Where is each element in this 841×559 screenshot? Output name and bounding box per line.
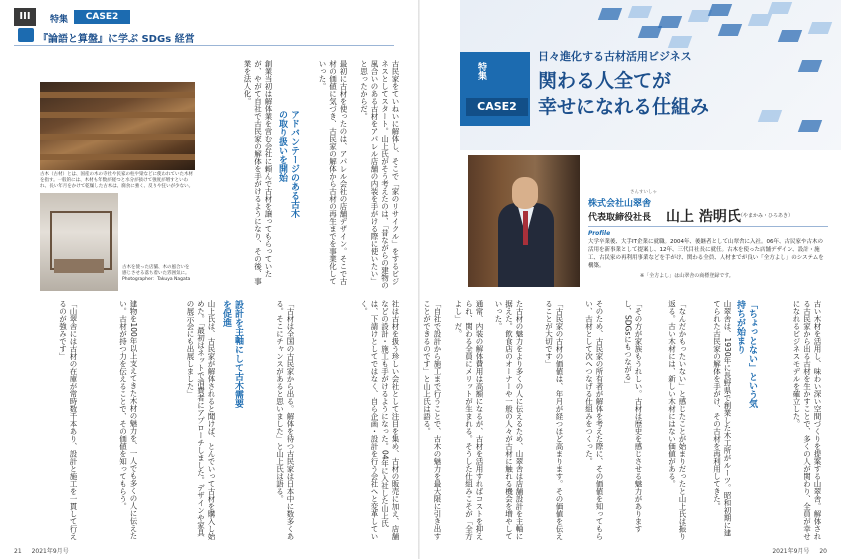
photo2-caption-text: 古木を使った店舗、木の風合いを感じさせる落ち着いた雰囲気に。	[122, 265, 190, 276]
profile-rule	[588, 226, 828, 227]
article-title	[538, 68, 709, 120]
left-body-col-8: 「山翠舎には古材の在庫が常時数千本あり、設計と施工を一貫して行えるのが強みです」	[58, 300, 78, 540]
left-body-col-1: 古民家をていねいに解体し、そこで「家のリサイクル」をするビジネスとしてスタート。山上氏がそう考えたのは、「昔ながらの建物の風合いのある古材をアパレル店舗の内装を手がける際に使いたい」と思ったからだ。	[359, 60, 400, 289]
left-body-col-3: 創業当初は解体業を営む会社に頼んで古材を譲ってもらっていたが、やがて自社で古民家の解体を手がけるようになり、その後、事業を法人化。	[243, 60, 273, 285]
person-yomi: （やまかみ・ひろあき）	[738, 213, 794, 219]
book-icon	[18, 28, 34, 42]
left-body-col-6: 山上氏は、古民家が解体されると聞けば、とんでいって古材を購入し始めた。「最初はネットで消費者にアプローチしました。デザインや家具の展示会にも出展しました」	[186, 300, 216, 540]
series-title: 『論語と算盤』に学ぶ SDGs 経営	[38, 34, 195, 45]
right-body-col-9: 「自社で設計から施工まで行うことで、古木の魅力を最大限に引き出すことができるのです」と山上氏は語る。	[422, 300, 442, 540]
right-body-col-2: 山翠舎は、1930年に長野県で創業した木工所がルーツ。昭和初期に建てられた古民家の解体を手がけ、その古材を再利用してきた。	[712, 300, 732, 537]
left-body-col-2: 最初に古材を使ったのは、アパレル会社の店舗デザイン。そこで古材の価値に気づき、古民家の解体から古材の再生までを事業化していった。	[318, 60, 348, 285]
left-body-col-5: 「古材は全国の古民家から出る。解体を待つ古民家は日本中に数多くある。そこにチャンスがあると思いました」と山上氏は語る。	[275, 300, 295, 540]
section-number: III	[14, 8, 36, 26]
left-page-num: 21	[14, 548, 22, 555]
company-name: 株式会社山翠舎	[588, 199, 652, 209]
profile-note: ※「全方よし」は山翠舎の商標登録です。	[640, 273, 734, 279]
right-body-col-8: 通常、内装の解体費用は高額になるが、古材を活用すればコストを抑えられ、関わる全員にメリットが生まれる。そうした仕組みこそが「全方よし」だ。	[454, 300, 484, 540]
right-page-num: 20	[819, 548, 827, 555]
tokushu-label: 特集	[476, 62, 486, 80]
left-body-col-7: 建物を100年以上支えてきた木材の魅力を、一人でも多くの人に伝えたい。古材が持つ力を伝えることで、その価値を知ってもらう。	[118, 300, 138, 540]
tokushu-label-small: 特集	[50, 15, 69, 25]
left-body-col-4: 社は古材を扱う珍しい会社として注目を集め、古材の販売に加え、店舗などの設計・施工も手がけるようになった。04年に入社した山上氏は、下請けとしてではなく、自ら企画・設計を行う会社へと変革していく。	[359, 300, 400, 540]
left-heading-2: 設計を主軸にして古木需要を促進	[221, 300, 243, 408]
article-title-line2: 幸せになれる仕組み	[538, 96, 710, 118]
case-label: CASE2	[466, 98, 528, 116]
company-furigana: さんすいしゃ	[630, 190, 657, 195]
photo2-caption	[122, 265, 192, 283]
right-body-col-7: た古材の魅力をより多くの人に伝えるため、山翠舎は店舗設計を主軸に据えた。飲食店のオーナーや一般の人々が古材に触れる機会を増やしていった。	[494, 300, 524, 540]
right-body-col-4: 「その方が家族もうれしい。古材は歴史を感じさせる魅力がありますし、SDGsにもつながる」	[623, 300, 643, 533]
photographer-credit: Photographer：Takuya Nagata	[122, 277, 191, 282]
right-page-date: 2021年9月号	[772, 548, 810, 555]
person-name: 山上 浩明氏	[666, 209, 741, 225]
right-body-col-6: 「古民家の古材の価値は、年月が経つほど高まります。その価値を伝えることが大切です」	[544, 300, 564, 540]
right-body-col-3: 「なんだかもったいない」と感じたことが始まりだったと山上氏は振り返る。古い木材には、新しい木材にはない価値がある。	[667, 300, 687, 540]
right-heading-1: 「ちょっとない」という気持ちが始まり	[735, 300, 757, 408]
left-heading-1: アドバンテージのある古木の取り扱いを開始	[277, 110, 299, 218]
right-body-col-1: 古い木材を活用し、味わい深い空間づくりを提案する山翠舎。解体される古民家から出る古材を生かすことで、多くの人が関わり、全員が幸せになれるビジネスモデルを確立した。	[792, 300, 822, 540]
portrait-photo	[468, 155, 580, 287]
right-page-number	[772, 546, 827, 555]
profile-text: 大学卒業後、大手IT企業に就職。2004年、後継者として山翠舎に入社。06年、古民家や古木の活用を新事業として提案し、12年、三代目社長に就任。古木を使った店舗デザイン、設計・施工、古民家の再利用事業などを手がけ、関わる全員、人材までが良い「全方よし」のシステムを構築。	[588, 239, 824, 269]
article-subtitle: 日々進化する古材活用ビジネス	[538, 50, 692, 63]
right-page	[420, 0, 841, 559]
profile-label: Profile	[588, 230, 611, 237]
photo-old-wood-storage	[40, 82, 195, 170]
person-position: 代表取締役社長	[588, 213, 652, 223]
left-page-number	[14, 546, 69, 555]
right-body-col-5: そのため、古民家の所有者が解体を考えた際に、その価値を知ってもらい、古材として次へつなげる仕組みをつくった。	[584, 300, 604, 540]
case-tag-small: CASE2	[74, 10, 130, 24]
header-rule	[14, 45, 394, 46]
photo1-caption: 古木（古材）とは、国産の木の寺社や民家の柱や梁などに使われていた木材を指す。一般的には、木材も年数が経つと水分が抜けて強度が増すといわれ、長い年月をかけて乾燥した古木は、腐食に強く、反りや狂いが少ない。	[40, 172, 194, 189]
article-title-line1: 関わる人全てが	[538, 70, 672, 92]
left-page	[0, 0, 420, 559]
left-page-date: 2021年9月号	[31, 548, 69, 555]
left-body-col-4a	[200, 200, 224, 290]
photo-store-interior	[40, 193, 118, 291]
